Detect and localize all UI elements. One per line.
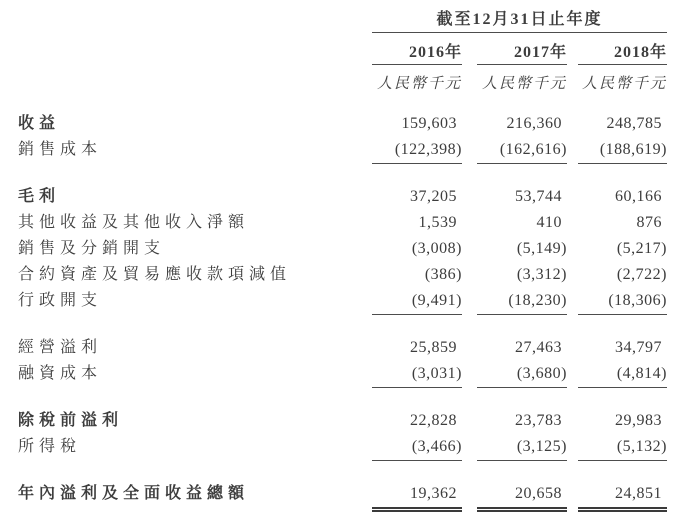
period-title: 截至12月31日止年度 — [372, 10, 667, 33]
value-2016: (3,008) — [411, 240, 462, 257]
value-2016: (3,466) — [372, 434, 462, 461]
value-2016: 159,603 — [401, 115, 457, 132]
value-2017: 410 — [536, 214, 562, 231]
table-row-total-profit — [18, 481, 667, 512]
value-2017: 53,744 — [515, 188, 562, 205]
unit-header-row — [18, 74, 667, 94]
row-label: 年內溢利及全面收益總額 — [18, 485, 250, 502]
unit-label-2017: 人民幣千元 — [481, 76, 567, 92]
value-2016: (9,491) — [372, 288, 462, 315]
value-2016: 22,828 — [410, 412, 457, 429]
table-row-operating-profit — [18, 335, 667, 361]
value-2018: 34,797 — [615, 339, 662, 356]
value-2016: 25,859 — [410, 339, 457, 356]
table-row-other-income — [18, 210, 667, 236]
value-2016: (386) — [424, 266, 462, 283]
row-label: 所得稅 — [18, 438, 82, 455]
value-2018: 29,983 — [615, 412, 662, 429]
table-row-profit-before-tax — [18, 408, 667, 434]
value-2018: (5,217) — [616, 240, 667, 257]
row-label: 銷售成本 — [18, 141, 103, 158]
value-2017: (18,230) — [477, 288, 567, 315]
value-2017: (3,312) — [516, 266, 567, 283]
year-header-row — [18, 43, 667, 65]
row-label: 其他收益及其他收入淨額 — [18, 214, 250, 231]
value-2016: 37,205 — [410, 188, 457, 205]
value-2017: (3,680) — [477, 361, 567, 388]
unit-label-2016: 人民幣千元 — [376, 76, 462, 92]
row-label: 行政開支 — [18, 292, 103, 309]
value-2018: 876 — [636, 214, 662, 231]
table-header — [18, 10, 667, 33]
row-label: 銷售及分銷開支 — [18, 240, 166, 257]
value-2017: (5,149) — [516, 240, 567, 257]
value-2016: 19,362 — [372, 481, 462, 512]
column-header-2017: 2017年 — [477, 43, 567, 65]
value-2016: (122,398) — [372, 137, 462, 164]
table-row-finance-costs — [18, 361, 667, 388]
value-2017: 20,658 — [477, 481, 567, 512]
value-2017: (162,616) — [477, 137, 567, 164]
table-row-selling-expenses — [18, 236, 667, 262]
table-row-cost-of-sales — [18, 137, 667, 164]
unit-label-2018: 人民幣千元 — [581, 76, 667, 92]
value-2016: 1,539 — [418, 214, 457, 231]
value-2017: (3,125) — [477, 434, 567, 461]
row-label: 融資成本 — [18, 365, 103, 382]
value-2017: 27,463 — [515, 339, 562, 356]
table-row-income-tax — [18, 434, 667, 461]
value-2017: 23,783 — [515, 412, 562, 429]
value-2018: 24,851 — [578, 481, 667, 512]
value-2018: (2,722) — [616, 266, 667, 283]
value-2018: 248,785 — [606, 115, 662, 132]
value-2017: 216,360 — [506, 115, 562, 132]
table-row-revenue — [18, 111, 667, 137]
value-2016: (3,031) — [372, 361, 462, 388]
table-row-impairment — [18, 262, 667, 288]
value-2018: (4,814) — [578, 361, 667, 388]
column-header-2018: 2018年 — [578, 43, 667, 65]
row-label: 經營溢利 — [18, 339, 103, 356]
table-row-gross-profit — [18, 184, 667, 210]
value-2018: (5,132) — [578, 434, 667, 461]
row-label: 合約資產及貿易應收款項減值 — [18, 266, 292, 283]
column-header-2016: 2016年 — [372, 43, 462, 65]
row-label: 收益 — [18, 115, 61, 132]
row-label: 毛利 — [18, 188, 61, 205]
value-2018: (18,306) — [578, 288, 667, 315]
table-row-admin-expenses — [18, 288, 667, 315]
value-2018: (188,619) — [578, 137, 667, 164]
value-2018: 60,166 — [615, 188, 662, 205]
row-label: 除稅前溢利 — [18, 412, 124, 429]
